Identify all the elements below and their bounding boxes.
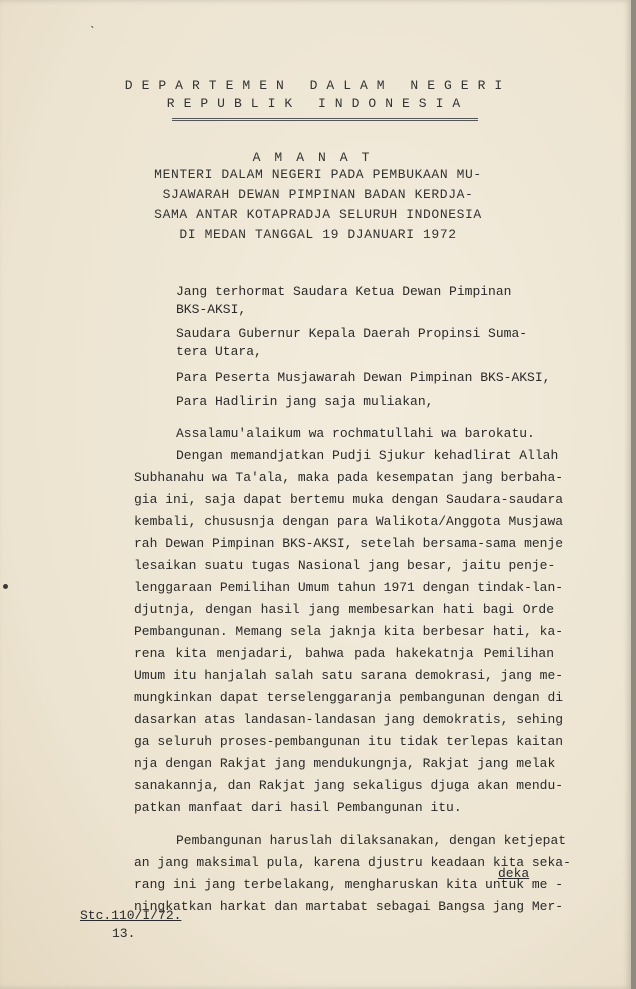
salutation-line: BKS-AKSI, xyxy=(176,302,247,317)
paragraph-line: ga seluruh proses-pembangunan itu tidak terlepas kaitan xyxy=(134,734,564,749)
title-line-4: DI MEDAN TANGGAL 19 DJANUARI 1972 xyxy=(179,227,457,242)
paragraph-line: djutnja, dengan hasil jang membesarkan hati bagi Orde xyxy=(134,602,554,617)
paragraph-line: sanakannja, dan Rakjat jang sekaligus djuga akan mendu- xyxy=(134,778,564,793)
paragraph-line: Subhanahu wa Ta'ala, maka pada kesempatan jang berbaha- xyxy=(134,470,564,485)
catchword: deka xyxy=(498,866,530,881)
title-amanat: AMANAT xyxy=(252,150,384,165)
salutation-line: Saudara Gubernur Kepala Daerah Propinsi Suma- xyxy=(176,326,528,341)
header-divider xyxy=(172,118,478,121)
paragraph-line: lenggaraan Pemilihan Umum tahun 1971 dengan tindak-lan- xyxy=(134,580,564,595)
paragraph-line: ningkatkan harkat dan martabat sebagai Bangsa jang Mer- xyxy=(134,899,564,914)
margin-mark: ˎ xyxy=(88,14,97,30)
paragraph-line: Pembangunan. Memang sela jaknja kita berbesar hati, ka- xyxy=(134,624,564,639)
header-republic: REPUBLIK INDONESIA xyxy=(166,96,470,111)
paragraph-line: rena kita menjadari, bahwa pada hakekatnja Pemilihan xyxy=(134,646,554,661)
paragraph-line: rah Dewan Pimpinan BKS-AKSI, setelah bersama-sama menje xyxy=(134,536,564,551)
document-code: Stc.110/I/72. xyxy=(80,908,182,923)
paragraph-line: kembali, chususnja dengan para Walikota/Anggota Musjawa xyxy=(134,514,564,529)
paragraph-line: dasarkan atas landasan-landasan jang demokratis, sehing xyxy=(134,712,564,727)
page-number: 13. xyxy=(112,926,136,941)
title-line-1: MENTERI DALAM NEGERI PADA PEMBUKAAN MU- xyxy=(154,167,482,182)
paragraph-line: an jang maksimal pula, karena djustru keadaan kita seka- xyxy=(134,855,571,870)
salutation-line: tera Utara, xyxy=(176,344,262,359)
paragraph-line: nja dengan Rakjat jang mendukungnja, Rakjat jang melak xyxy=(134,756,556,771)
punch-hole xyxy=(3,584,8,589)
title-line-2: SJAWARAH DEWAN PIMPINAN BADAN KERDJA- xyxy=(162,187,474,202)
paragraph-line: patkan manfaat dari hasil Pembangunan itu. xyxy=(134,800,462,815)
paragraph-line: rang ini jang terbelakang, mengharuskan kita untuk me - xyxy=(134,877,564,892)
paragraph-line: Umum itu hanjalah salah satu sarana demokrasi, jang me- xyxy=(134,668,564,683)
salutation-line: Para Hadlirin jang saja muliakan, xyxy=(176,394,434,409)
greeting-line: Assalamu'alaikum wa rochmatullahi wa barokatu. xyxy=(176,426,535,441)
header-department: DEPARTEMEN DALAM NEGERI xyxy=(124,78,512,93)
paragraph-line: gia ini, saja dapat bertemu muka dengan Saudara-saudara xyxy=(134,492,564,507)
title-line-3: SAMA ANTAR KOTAPRADJA SELURUH INDONESIA xyxy=(154,207,482,222)
salutation-line: Jang terhormat Saudara Ketua Dewan Pimpinan xyxy=(176,284,512,299)
salutation-line: Para Peserta Musjawarah Dewan Pimpinan BKS-AKSI, xyxy=(176,370,551,385)
paragraph-line: lesaikan suatu tugas Nasional jang besar, jaitu penje- xyxy=(134,558,556,573)
paragraph-line: mungkinkan dapat terselenggaranja pembangunan dengan di xyxy=(134,690,564,705)
paragraph-line: Dengan memandjatkan Pudji Sjukur kehadlirat Allah xyxy=(176,448,559,463)
paragraph-line: Pembangunan haruslah dilaksanakan, dengan ketjepat xyxy=(176,833,567,848)
